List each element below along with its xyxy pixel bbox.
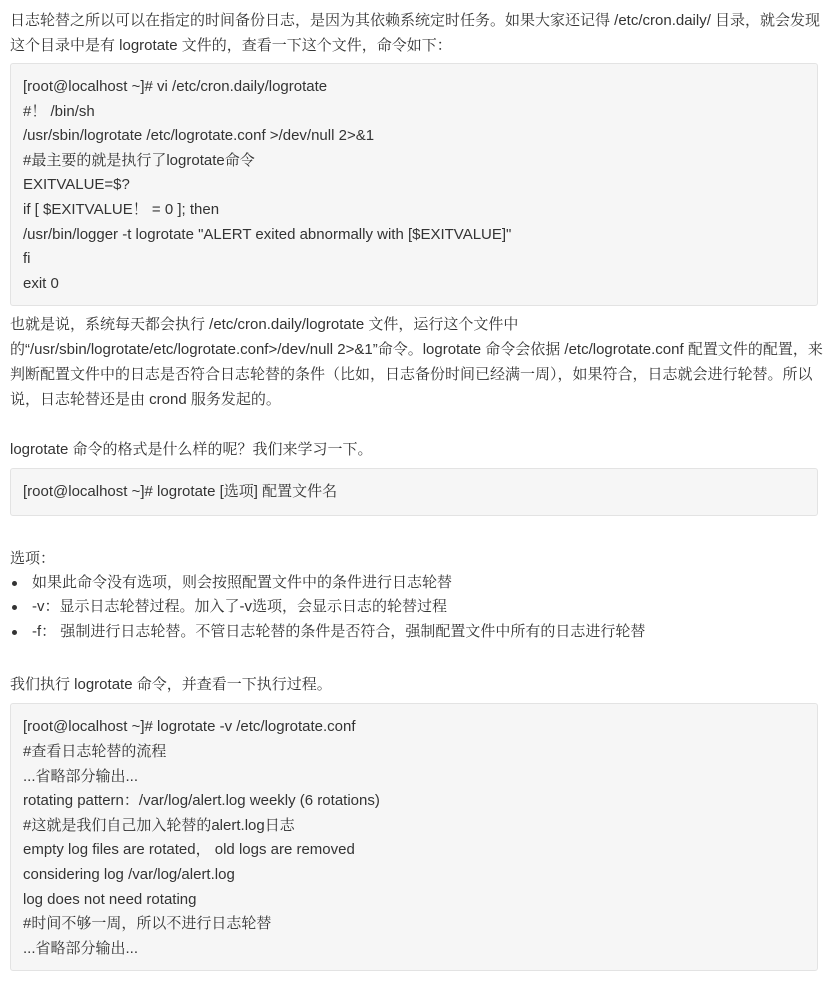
code-line: [root@localhost ~]# vi /etc/cron.daily/logrotate (23, 78, 328, 95)
bullet-icon (12, 581, 17, 586)
code-block-cron-logrotate (10, 63, 818, 306)
spacer (10, 516, 824, 546)
options-list (10, 571, 824, 645)
code-line: log does not need rotating (23, 890, 197, 908)
code-line: #这就是我们自己加入轮替的alert.log日志 (23, 816, 295, 834)
explanation-paragraph: 也就是说，系统每天都会执行 /etc/cron.daily/logrotate 文件，运行这个文件中的“/usr/sbin/logrotate/etc/logrotate.conf>/dev/null 2>&1”命令。logrotate 命令会依据 /etc/logrotate.conf 配置文件的配置，来判断配置文件中的日志是否符合日志轮替的条件（比如，日志备份时间已经满一周），如果符合，日志就会进行轮替。所以说，日志轮替还是由 crond 服务发起的。 (10, 316, 823, 409)
list-item (10, 620, 824, 645)
code-line: ...省略部分输出... (23, 767, 139, 785)
option-text: -v：显示日志轮替过程。加入了-v选项，会显示日志的轮替过程 (32, 598, 447, 616)
code-line: /usr/sbin/logrotate /etc/logrotate.conf >/dev/null 2>&1 (23, 127, 375, 145)
run-example-paragraph: 我们执行 logrotate 命令，并查看一下执行过程。 (10, 676, 332, 694)
option-text: 如果此命令没有选项，则会按照配置文件中的条件进行日志轮替 (32, 573, 453, 591)
code-line: /usr/bin/logger -t logrotate "ALERT exited abnormally with [$EXITVALUE]" (23, 225, 512, 243)
spacer (10, 644, 824, 672)
code-line: #时间不够一周，所以不进行日志轮替 (23, 915, 272, 933)
code-line: #最主要的就是执行了logrotate命令 (23, 151, 255, 169)
options-heading: 选项： (10, 549, 56, 567)
code-line: #！ /bin/sh (23, 102, 95, 120)
option-text: -f： 强制进行日志轮替。不管日志轮替的条件是否符合，强制配置文件中所有的日志进行轮替 (32, 622, 646, 640)
list-item (10, 571, 824, 596)
intro-paragraph: 日志轮替之所以可以在指定的时间备份日志，是因为其依赖系统定时任务。如果大家还记得 /etc/cron.daily/ 目录，就会发现这个目录中是有 logrotate 文件的，查看一下这个文件，命令如下： (10, 12, 821, 54)
code-line: if [ $EXITVALUE！ = 0 ]; then (23, 200, 220, 218)
code-block-logrotate-verbose (10, 703, 818, 971)
format-question-paragraph: logrotate 命令的格式是什么样的呢？我们来学习一下。 (10, 441, 373, 459)
bullet-icon (12, 630, 17, 635)
code-line: #查看日志轮替的流程 (23, 743, 167, 761)
code-line: EXITVALUE=$? (23, 176, 130, 194)
code-line: [root@localhost ~]# logrotate -v /etc/logrotate.conf (23, 718, 356, 736)
code-line: rotating pattern：/var/log/alert.log weekly (6 rotations) (23, 792, 380, 810)
code-line: considering log /var/log/alert.log (23, 866, 235, 883)
code-line: fi (23, 250, 31, 268)
code-block-logrotate-syntax (10, 468, 818, 516)
code-line: [root@localhost ~]# logrotate [选项] 配置文件名 (23, 483, 338, 501)
code-line: empty log files are rotated， old logs are removed (23, 841, 355, 859)
code-line: ...省略部分输出... (23, 939, 139, 957)
spacer (10, 412, 824, 437)
code-line: exit 0 (23, 274, 59, 292)
bullet-icon (12, 605, 17, 610)
list-item (10, 595, 824, 620)
